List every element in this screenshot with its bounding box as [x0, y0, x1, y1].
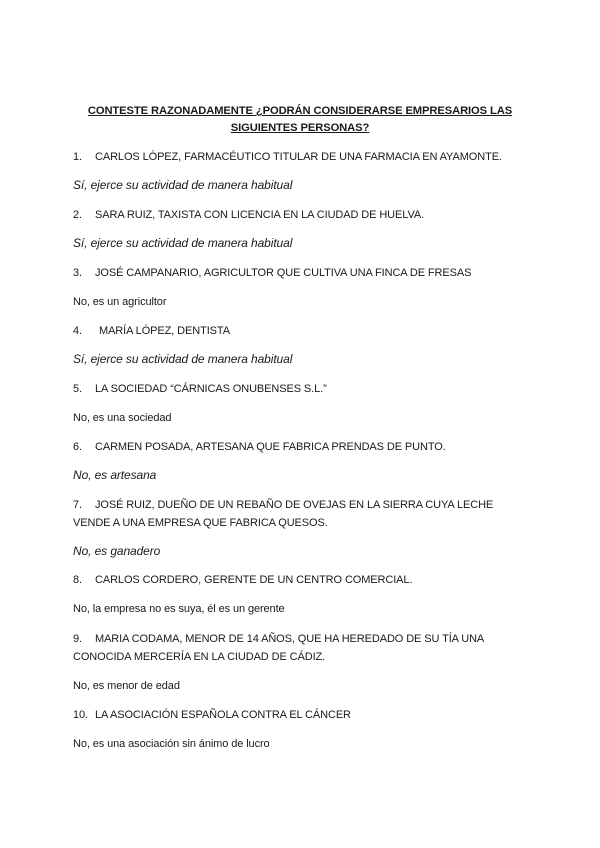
question-5 [73, 380, 533, 398]
question-3 [73, 264, 533, 282]
question-number: 2. [73, 209, 82, 221]
question-number: 4. [73, 325, 82, 337]
answer-7: No, es ganadero [73, 544, 161, 558]
question-6 [73, 438, 533, 456]
document-title: CONTESTE RAZONADAMENTE ¿PODRÁN CONSIDERARSE EMPRESARIOS LAS SIGUIENTES PERSONAS? [87, 105, 513, 134]
question-7 [73, 496, 533, 532]
question-text: SARA RUIZ, TAXISTA CON LICENCIA EN LA CIUDAD DE HUELVA. [95, 209, 425, 221]
question-text: JOSÉ RUIZ, DUEÑO DE UN REBAÑO DE OVEJAS EN LA SIERRA CUYA LECHE VENDE A UNA EMPRESA QUE FABRICA QUESOS. [73, 499, 494, 529]
answer-1: Sí, ejerce su actividad de manera habitual [73, 178, 293, 192]
question-number: 10. [73, 709, 88, 721]
question-text: MARIA CODAMA, MENOR DE 14 AÑOS, QUE HA HEREDADO DE SU TÍA UNA CONOCIDA MERCERÍA EN LA CIUDAD DE CÁDIZ. [73, 633, 484, 663]
answer-9: No, es menor de edad [73, 680, 180, 692]
question-text: MARÍA LÓPEZ, DENTISTA [99, 325, 230, 337]
question-text: CARLOS LÓPEZ, FARMACÉUTICO TITULAR DE UNA FARMACIA EN AYAMONTE. [95, 151, 502, 163]
question-2 [73, 206, 533, 224]
answer-5: No, es una sociedad [73, 412, 172, 424]
question-text: CARMEN POSADA, ARTESANA QUE FABRICA PRENDAS DE PUNTO. [95, 441, 446, 453]
question-number: 8. [73, 574, 82, 586]
question-text: JOSÉ CAMPANARIO, AGRICULTOR QUE CULTIVA UNA FINCA DE FRESAS [95, 267, 472, 279]
question-number: 7. [73, 499, 82, 511]
question-number: 6. [73, 441, 82, 453]
question-9 [73, 630, 533, 666]
question-4 [73, 322, 533, 340]
answer-2: Sí, ejerce su actividad de manera habitual [73, 236, 293, 250]
question-number: 9. [73, 633, 82, 645]
answer-8: No, la empresa no es suya, él es un gerente [73, 603, 285, 615]
question-number: 1. [73, 151, 82, 163]
question-text: LA SOCIEDAD “CÁRNICAS ONUBENSES S.L.” [95, 383, 327, 395]
answer-3: No, es un agricultor [73, 296, 167, 308]
question-8 [73, 571, 533, 589]
question-text: LA ASOCIACIÓN ESPAÑOLA CONTRA EL CÁNCER [95, 709, 351, 721]
question-1 [73, 148, 533, 166]
answer-4: Sí, ejerce su actividad de manera habitual [73, 352, 293, 366]
question-number: 3. [73, 267, 82, 279]
question-number: 5. [73, 383, 82, 395]
question-10 [73, 706, 533, 724]
question-text: CARLOS CORDERO, GERENTE DE UN CENTRO COMERCIAL. [95, 574, 413, 586]
answer-6: No, es artesana [73, 468, 157, 482]
answer-10: No, es una asociación sin ánimo de lucro [73, 738, 270, 750]
